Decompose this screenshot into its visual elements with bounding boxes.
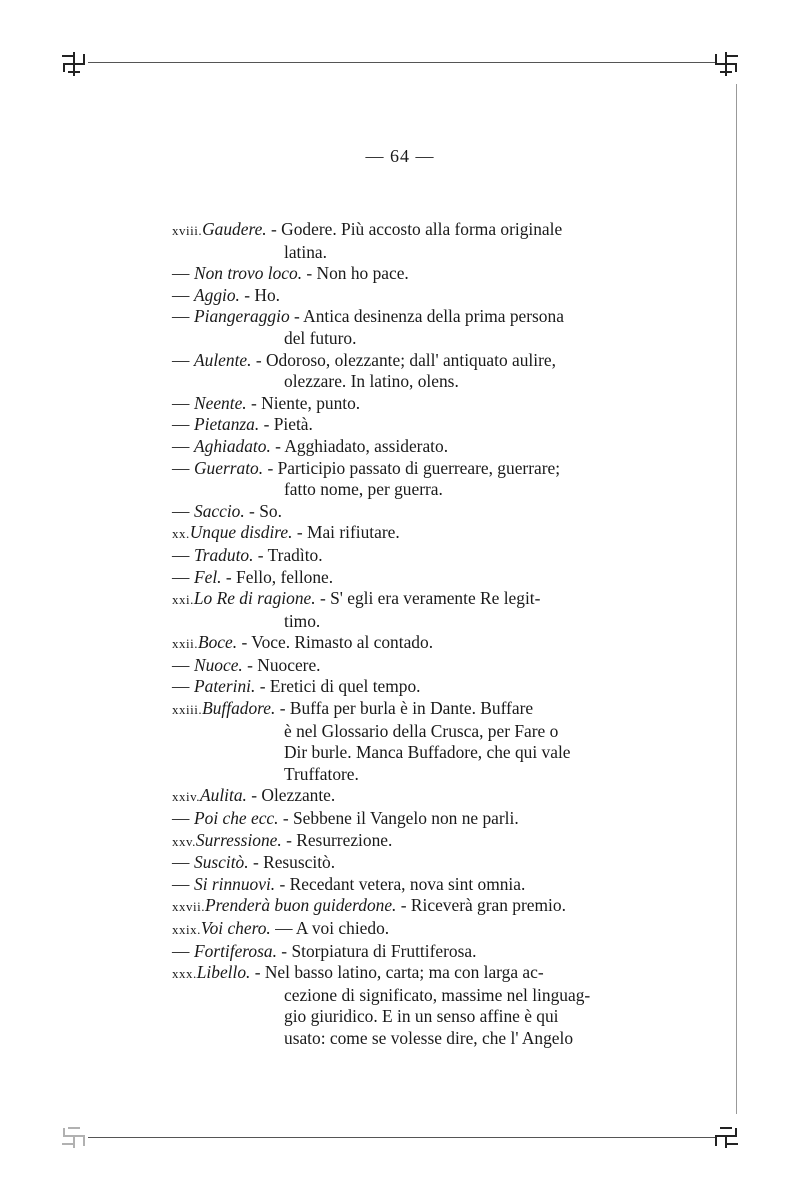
entry-definition: Agghiadato, assiderato.: [284, 435, 449, 456]
entry-dash: —: [172, 873, 190, 894]
glossary-entry: [172, 588, 632, 632]
entry-headword: Saccio.: [194, 500, 245, 521]
entry-definition: Fello, fellone.: [236, 566, 334, 587]
entry-definition: Resuscitò.: [263, 852, 336, 873]
entry-reference-number: xxiii.: [172, 702, 203, 718]
entry-first-line: [172, 588, 632, 611]
entry-headword: Aulente.: [194, 349, 252, 370]
entry-dash: —: [172, 392, 190, 413]
entry-definition: Olezzante.: [261, 785, 336, 806]
entry-first-line: [172, 808, 632, 830]
glossary-entry: [172, 522, 632, 545]
entry-headword: Neente.: [194, 392, 247, 413]
entry-first-line: [172, 918, 632, 941]
entry-headword: Gaudere.: [202, 219, 267, 239]
entry-headword: Aulita.: [200, 785, 247, 806]
entry-headword: Prenderà buon guiderdone.: [204, 895, 397, 916]
entry-separator: -: [396, 895, 411, 916]
entry-definition: Tradìto.: [267, 544, 323, 565]
glossary-entry: [172, 698, 632, 785]
entry-dash: —: [172, 414, 190, 435]
entry-headword: Piangeraggio: [194, 306, 290, 327]
entry-headword: Unque disdire.: [189, 522, 293, 543]
entry-headword: Poi che ecc.: [194, 808, 279, 829]
entry-separator: -: [281, 829, 297, 850]
entry-definition: Participio passato di guerreare, guerrare;: [277, 457, 561, 478]
entry-separator: -: [253, 544, 268, 565]
glossary-entry: [172, 632, 632, 655]
glossary-entry: [172, 567, 632, 589]
entry-definition: Eretici di quel tempo.: [269, 676, 421, 697]
corner-ornament-bottom-right-icon: [712, 1122, 740, 1150]
entry-headword: Nuoce.: [194, 654, 243, 675]
glossary-entry: [172, 414, 632, 436]
glossary-entry: [172, 263, 632, 285]
glossary-entry: [172, 830, 632, 853]
entry-first-line: [172, 895, 632, 918]
entry-separator: -: [246, 785, 262, 806]
entry-first-line: [172, 567, 632, 589]
entry-reference-number: xxix.: [172, 922, 201, 937]
entry-headword: Fel.: [194, 566, 222, 587]
entry-first-line: [172, 941, 632, 963]
entry-reference-number: xxii.: [172, 636, 198, 652]
entry-dash: —: [172, 435, 190, 456]
entry-headword: Voi chero.: [200, 918, 271, 938]
entry-dash: —: [172, 566, 190, 587]
glossary-entry: [172, 676, 632, 698]
entry-headword: Si rinnuovi.: [194, 873, 276, 894]
entry-separator: -: [251, 349, 266, 370]
entry-first-line: [172, 263, 632, 285]
entry-dash: —: [172, 349, 190, 370]
glossary-entry: [172, 918, 632, 941]
entry-dash: —: [172, 808, 190, 829]
glossary-entry: [172, 941, 632, 963]
entry-dash: —: [172, 263, 190, 284]
entry-first-line: [172, 785, 632, 808]
entry-separator: -: [275, 873, 290, 894]
entry-headword: Lo Re di ragione.: [193, 588, 316, 609]
entry-first-line: [172, 436, 632, 458]
entry-headword: Surressione.: [195, 829, 282, 850]
entry-first-line: [172, 458, 632, 480]
entry-reference-number: xxiv.: [172, 789, 201, 805]
entry-dash: —: [172, 654, 190, 675]
entry-definition: Nuocere.: [257, 654, 321, 675]
entry-headword: Guerrato.: [194, 457, 264, 478]
entry-definition: Recedant vetera, nova sint omnia.: [289, 873, 526, 894]
glossary-entry: [172, 852, 632, 874]
entry-continuation-line: olezzare. In latino, olens.: [284, 371, 459, 392]
glossary-entry: [172, 808, 632, 830]
glossary-entry: [172, 458, 632, 501]
entry-separator: -: [266, 219, 282, 239]
glossary-entry: [172, 219, 632, 263]
entry-definition: Non ho pace.: [316, 263, 409, 284]
entry-separator: -: [276, 940, 292, 961]
entry-first-line: [172, 306, 632, 328]
page-number: — 64 —: [365, 146, 435, 166]
entry-first-line: [172, 632, 632, 655]
entry-headword: Traduto.: [194, 544, 254, 565]
entry-first-line: [172, 501, 632, 523]
entry-first-line: [172, 698, 632, 721]
entry-continuation-line: timo.: [284, 610, 321, 631]
entry-definition: Nel basso latino, carta; ma con larga ac-: [264, 962, 544, 983]
entry-reference-number: xxx.: [172, 966, 197, 982]
glossary-entry: [172, 306, 632, 349]
entry-first-line: [172, 393, 632, 415]
entry-continuation-line: cezione di significato, massime nel linguag-: [284, 984, 591, 1005]
entry-separator: -: [237, 632, 252, 653]
entry-headword: Pietanza.: [194, 414, 260, 435]
entry-definition: Odoroso, olezzante; dall' antiquato aulire,: [265, 349, 556, 370]
entry-definition: Godere. Più accosto alla forma originale: [281, 219, 563, 239]
top-border-line: [88, 62, 716, 63]
entry-separator: -: [246, 392, 262, 413]
entry-separator: -: [275, 698, 290, 719]
glossary-entry: [172, 545, 632, 567]
entry-reference-number: xxvii.: [172, 899, 205, 915]
glossary-entry: [172, 436, 632, 458]
entry-reference-number: xviii.: [172, 223, 203, 238]
entry-reference-number: xxi.: [172, 592, 194, 608]
entry-continuation-line: gio giuridico. E in un senso affine è qui: [284, 1006, 559, 1027]
entry-definition: Pietà.: [273, 414, 313, 435]
entry-first-line: [172, 414, 632, 436]
glossary-entry: [172, 895, 632, 918]
corner-ornament-top-left-icon: [60, 50, 88, 78]
entry-reference-number: xxv.: [172, 833, 196, 849]
entry-separator: -: [302, 263, 317, 284]
entry-first-line: [172, 655, 632, 677]
entry-dash: —: [172, 676, 190, 697]
entry-separator: -: [263, 457, 278, 478]
glossary-entry: [172, 350, 632, 393]
bottom-border-line: [88, 1137, 716, 1138]
entry-continuation-line: è nel Glossario della Crusca, per Fare o: [284, 720, 559, 741]
entry-headword: Buffadore.: [202, 698, 276, 719]
entry-headword: Aghiadato.: [194, 435, 271, 456]
entry-separator: -: [242, 654, 258, 675]
entry-dash: —: [172, 500, 190, 521]
glossary-entry: [172, 874, 632, 896]
entry-definition: Mai rifiutare.: [306, 522, 400, 543]
entry-definition: So.: [259, 500, 282, 521]
entry-continuation-line: Dir burle. Manca Buffadore, che qui vale: [284, 742, 571, 763]
entry-separator: -: [239, 284, 255, 305]
entry-headword: Libello.: [196, 962, 251, 983]
entry-headword: Non trovo loco.: [194, 263, 303, 284]
glossary-entry: [172, 285, 632, 307]
entry-dash: —: [172, 284, 190, 305]
glossary-entry: [172, 501, 632, 523]
entry-separator: -: [289, 306, 304, 327]
entry-separator: -: [244, 500, 260, 521]
entry-separator: -: [259, 414, 274, 435]
entry-headword: Fortiferosa.: [194, 940, 277, 961]
entry-continuation-line: Truffatore.: [284, 763, 359, 784]
entry-definition: Ho.: [254, 284, 280, 305]
glossary-entry: [172, 655, 632, 677]
entry-first-line: [172, 219, 632, 242]
entry-dash: —: [172, 544, 190, 565]
entry-separator: -: [250, 962, 265, 983]
entry-reference-number: xx.: [172, 526, 190, 542]
entry-dash: —: [172, 457, 190, 478]
corner-ornament-bottom-left-icon: [60, 1122, 88, 1150]
entry-definition: Antica desinenza della prima persona: [303, 306, 564, 327]
entry-separator: —: [270, 918, 296, 938]
entry-first-line: [172, 676, 632, 698]
entry-first-line: [172, 962, 632, 985]
entry-first-line: [172, 874, 632, 896]
entry-continuation-line: fatto nome, per guerra.: [284, 479, 443, 500]
entry-definition: Storpiatura di Fruttiferosa.: [291, 940, 477, 961]
entry-separator: -: [292, 522, 307, 543]
entry-first-line: [172, 522, 632, 545]
entry-headword: Paterini.: [194, 676, 256, 697]
entry-definition: Buffa per burla è in Dante. Buffare: [289, 698, 534, 719]
entry-definition: A voi chiedo.: [295, 918, 390, 938]
entry-separator: -: [221, 566, 237, 587]
entry-definition: Niente, punto.: [261, 392, 361, 413]
entry-continuation-line: latina.: [284, 241, 327, 262]
entry-first-line: [172, 852, 632, 874]
entry-first-line: [172, 545, 632, 567]
glossary-notes: [172, 219, 632, 1050]
corner-ornament-top-right-icon: [712, 50, 740, 78]
entry-dash: —: [172, 852, 190, 873]
entry-first-line: [172, 830, 632, 853]
entry-definition: Voce. Rimasto al contado.: [251, 632, 434, 653]
glossary-entry: [172, 962, 632, 1049]
entry-separator: -: [248, 852, 264, 873]
entry-dash: —: [172, 940, 190, 961]
entry-dash: —: [172, 306, 190, 327]
entry-headword: Aggio.: [194, 284, 240, 305]
entry-first-line: [172, 350, 632, 372]
entry-headword: Suscitò.: [194, 852, 249, 873]
glossary-entry: [172, 393, 632, 415]
right-border-line: [736, 84, 737, 1114]
entry-definition: Riceverà gran premio.: [410, 895, 566, 916]
entry-definition: Sebbene il Vangelo non ne parli.: [292, 808, 519, 829]
entry-continuation-line: del futuro.: [284, 327, 357, 348]
entry-headword: Boce.: [197, 632, 238, 653]
glossary-entry: [172, 785, 632, 808]
entry-first-line: [172, 285, 632, 307]
entry-separator: -: [278, 808, 293, 829]
entry-separator: -: [270, 435, 285, 456]
entry-continuation-line: usato: come se volesse dire, che l' Angelo: [284, 1027, 574, 1048]
entry-definition: Resurrezione.: [296, 829, 393, 850]
entry-definition: S' egli era veramente Re legit-: [330, 588, 541, 609]
entry-separator: -: [315, 588, 331, 609]
entry-separator: -: [255, 676, 270, 697]
